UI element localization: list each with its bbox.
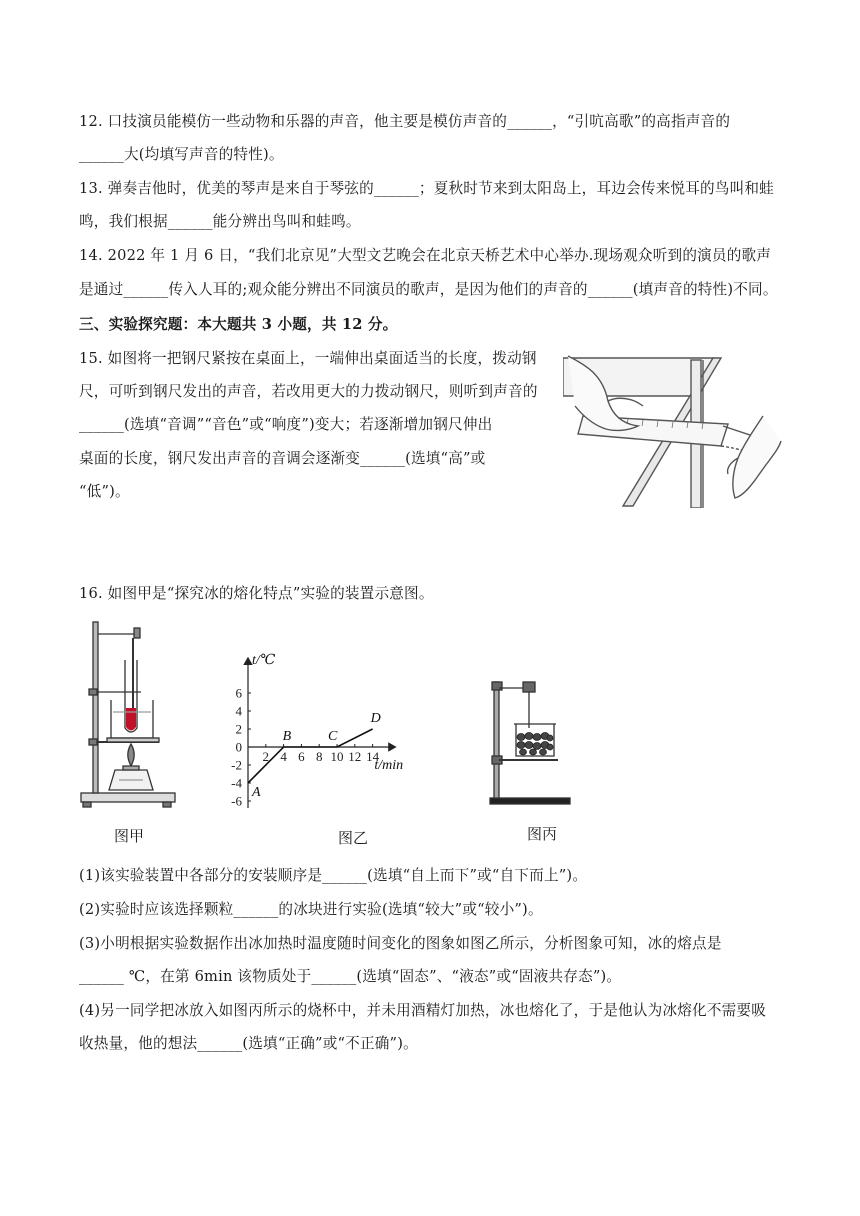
- ruler-on-table-figure: [563, 346, 783, 508]
- q14-line-1: 14. 2022 年 1 月 6 日，“我们北京见”大型文艺晚会在北京天桥艺术中心举办.现场观众听到的演员的歌声: [79, 247, 772, 264]
- q16-sub-3-line-1: (3)小明根据实验数据作出冰加热时温度随时间变化的图象如图乙所示，分析图象可知，冰的熔点是: [79, 935, 722, 952]
- x-tick-label: 8: [315, 749, 323, 764]
- q12-line-2: ______大(均填写声音的特性)。: [79, 146, 284, 163]
- q16-sub-4-line-1: (4)另一同学把冰放入如图丙所示的烧杯中，并未用酒精灯加热，冰也熔化了，于是他认为冰熔化不需要吸: [79, 1002, 766, 1019]
- x-tick-label: 2: [262, 749, 270, 764]
- beaker-with-ice-figure: [488, 676, 578, 808]
- q15-line-2: 尺，可听到钢尺发出的声音，若改用更大的力拨动钢尺，则听到声音的: [79, 383, 538, 400]
- point-label-c: C: [328, 729, 338, 744]
- q14-line-2: 是通过______传入人耳的;观众能分辨出不同演员的歌声，是因为他们的声音的______(填声音的特性)不同。: [79, 281, 778, 298]
- heating-apparatus-figure: [79, 620, 179, 810]
- y-tick-label: -2: [231, 757, 242, 773]
- point-label-b: B: [282, 729, 292, 744]
- q15-line-1: 15. 如图将一把钢尺紧按在桌面上，一端伸出桌面适当的长度，拨动钢: [79, 350, 537, 367]
- y-axis-label: t/℃: [252, 653, 276, 668]
- q16-sub-4-line-2: 收热量，他的想法______(选填“正确”或“不正确”)。: [79, 1035, 418, 1052]
- q16-sub-3-line-2: ______ ℃，在第 6min 该物质处于______(选填“固态”、“液态”或“固液共存态”)。: [79, 968, 622, 985]
- point-label-a: A: [252, 785, 261, 800]
- caption-yi: 图乙: [337, 829, 368, 847]
- q16-sub-1: (1)该实验装置中各部分的安装顺序是______(选填“自上而下”或“自下而上”)。: [79, 867, 588, 884]
- q16-intro: 16. 如图甲是“探究冰的熔化特点”实验的装置示意图。: [79, 585, 434, 602]
- x-axis-label: t/min: [374, 758, 404, 773]
- y-tick-label: 2: [235, 721, 242, 737]
- q15-line-3: ______(选填“音调”“音色”或“响度”)变大；若逐渐增加钢尺伸出: [79, 416, 493, 433]
- q15-line-5: “低”)。: [79, 483, 130, 500]
- point-label-d: D: [370, 711, 381, 726]
- q16-sub-2: (2)实验时应该选择颗粒______的冰块进行实验(选填“较大”或“较小”)。: [79, 901, 543, 918]
- caption-jia: 图甲: [113, 827, 144, 845]
- temperature-time-chart: [215, 648, 435, 808]
- q12-line-1: 12. 口技演员能模仿一些动物和乐器的声音，他主要是模仿声音的______，“引吭高歌”的高指声音的: [79, 113, 731, 130]
- y-tick-label: -4: [231, 775, 242, 791]
- y-tick-label: 0: [235, 739, 242, 755]
- x-tick-label: 4: [280, 749, 287, 764]
- x-tick-label: 12: [348, 749, 362, 764]
- y-tick-label: 6: [235, 685, 242, 701]
- x-tick-label: 10: [330, 749, 344, 764]
- x-tick-label: 14: [366, 749, 380, 764]
- y-tick-label: 4: [235, 703, 242, 719]
- q13-line-2: 鸣，我们根据______能分辨出鸟叫和蛙鸣。: [79, 213, 361, 230]
- caption-bing: 图丙: [526, 825, 557, 843]
- q15-line-4: 桌面的长度，钢尺发出声音的音调会逐渐变______(选填“高”或: [79, 450, 486, 467]
- section-3-title: 三、实验探究题：本大题共 3 小题，共 12 分。: [79, 316, 398, 333]
- q13-line-1: 13. 弹奏吉他时，优美的琴声是来自于琴弦的______；夏秋时节来到太阳岛上，耳边会传来悦耳的鸟叫和蛙: [79, 180, 774, 197]
- y-tick-label: -6: [231, 793, 242, 808]
- x-tick-label: 6: [298, 749, 305, 764]
